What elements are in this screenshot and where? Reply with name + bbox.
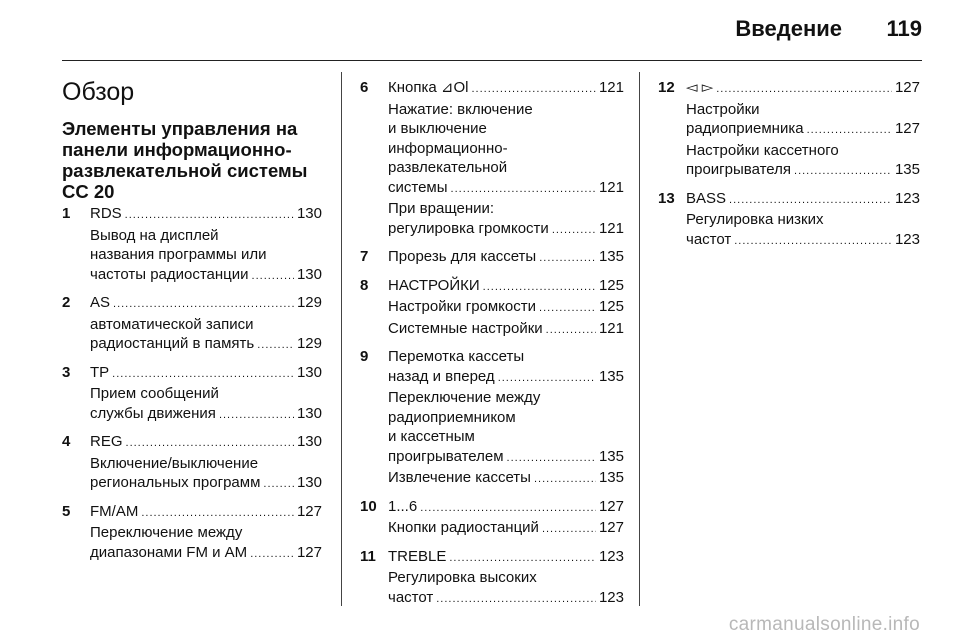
entry-number: 6	[360, 79, 369, 96]
entry-line	[388, 408, 624, 428]
entry-line	[90, 265, 322, 287]
entry-text: Настройки	[686, 100, 760, 118]
page-reference: 123	[598, 547, 624, 565]
index-entry	[62, 293, 322, 356]
entry-number: 4	[62, 433, 71, 450]
page-reference: 135	[598, 248, 624, 265]
index-entry	[360, 497, 624, 540]
entry-text: Регулировка низких	[686, 211, 824, 228]
entry-line	[90, 334, 322, 356]
index-entry	[360, 347, 624, 490]
dot-leader	[219, 406, 294, 426]
entry-line	[90, 293, 322, 315]
index-entry	[360, 547, 624, 610]
page-reference: 123	[894, 189, 920, 207]
page-reference: 127	[598, 519, 624, 536]
index-entry	[360, 276, 624, 341]
entry-line	[90, 204, 322, 226]
entry-number: 5	[62, 502, 71, 520]
entry-text: Настройки кассетного	[686, 141, 839, 159]
entry-line	[388, 139, 624, 159]
header-title: Введение	[735, 16, 842, 41]
entry-line	[388, 547, 624, 569]
entry-line	[686, 141, 920, 161]
page-reference: 127	[598, 497, 624, 515]
index-entry	[62, 502, 322, 565]
column-2	[360, 78, 624, 616]
entry-text: Включение/выключение	[90, 454, 259, 472]
page-reference: 129	[296, 335, 322, 352]
entry-text: Прорезь для кассеты	[388, 248, 537, 265]
dot-leader	[483, 278, 596, 298]
page-header	[0, 0, 960, 62]
entry-line	[90, 363, 322, 385]
dot-leader	[729, 191, 892, 211]
entry-line	[388, 247, 624, 269]
header-rule	[62, 60, 922, 61]
page-reference: 123	[894, 230, 920, 248]
dot-leader	[471, 80, 596, 100]
entry-line	[388, 297, 624, 319]
dot-leader	[451, 180, 596, 200]
dot-leader	[807, 121, 892, 141]
entry-number: 11	[360, 547, 376, 565]
dot-leader	[113, 295, 294, 315]
entry-text: проигрывателя	[686, 161, 792, 178]
entry-line	[90, 432, 322, 454]
dot-leader	[734, 232, 892, 252]
entry-text: НАСТРОЙКИ	[388, 276, 480, 294]
dot-leader	[507, 449, 596, 469]
index-entry	[360, 78, 624, 240]
entry-text: Переключение между	[388, 389, 541, 406]
section-title: Обзор	[62, 78, 135, 106]
subsection-title: Элементы управления на панели информационно-развлекательной системы CC 20	[62, 118, 308, 202]
entry-text: региональных программ	[90, 474, 261, 491]
entry-text: 1...6	[388, 497, 418, 515]
column-divider	[341, 72, 342, 606]
page-number: 119	[886, 16, 922, 41]
entry-line	[388, 518, 624, 540]
page-reference: 130	[296, 474, 322, 491]
entry-line	[686, 189, 920, 211]
entry-line	[388, 219, 624, 241]
entry-text: службы движения	[90, 404, 216, 422]
entry-line	[388, 427, 624, 447]
entry-text: TREBLE	[388, 547, 447, 565]
page-reference: 130	[296, 404, 322, 422]
entry-line	[686, 119, 920, 141]
entry-number: 2	[62, 294, 71, 311]
page-reference: 125	[598, 276, 624, 294]
column-entries	[360, 78, 624, 609]
entry-text: Переключение между	[90, 524, 243, 541]
page-reference: 130	[296, 363, 322, 381]
entry-line	[90, 226, 322, 246]
dot-leader	[257, 336, 294, 356]
page-reference: 130	[296, 433, 322, 450]
dot-leader	[250, 545, 294, 565]
entry-line	[90, 502, 322, 524]
entry-line	[388, 347, 624, 367]
dot-leader	[125, 206, 294, 226]
dot-leader	[420, 499, 596, 519]
dot-leader	[542, 520, 596, 540]
entry-line	[388, 447, 624, 469]
entry-line	[388, 119, 624, 139]
dot-leader	[716, 80, 892, 100]
entry-line	[90, 543, 322, 565]
entry-text: радиостанций в память	[90, 335, 255, 352]
column-divider	[639, 72, 640, 606]
dot-leader	[436, 590, 596, 610]
entry-line	[90, 454, 322, 474]
page-reference: 125	[598, 298, 624, 315]
entry-text: и выключение	[388, 120, 487, 137]
dot-leader	[252, 267, 294, 287]
entry-line	[90, 523, 322, 543]
entry-text: Регулировка высоких	[388, 569, 537, 586]
entry-text: ◅ ▻	[686, 79, 714, 96]
dot-leader	[546, 321, 596, 341]
page-reference: 127	[296, 543, 322, 561]
watermark: carmanualsonline.info	[728, 614, 920, 635]
entry-text: Вывод на дисплей	[90, 226, 219, 244]
entry-line	[388, 367, 624, 389]
entry-line	[90, 315, 322, 335]
entry-number: 8	[360, 276, 369, 294]
entry-text: информационно-	[388, 139, 508, 157]
dot-leader	[552, 221, 596, 241]
index-entry	[62, 432, 322, 495]
page-reference: 135	[598, 367, 624, 385]
page-reference: 121	[598, 319, 624, 337]
entry-line	[388, 199, 624, 219]
entry-line	[388, 276, 624, 298]
entry-number: 3	[62, 363, 71, 381]
entry-line	[686, 230, 920, 252]
entry-line	[686, 160, 920, 182]
dot-leader	[126, 434, 294, 454]
entry-text: FM/AM	[90, 502, 139, 520]
dot-leader	[539, 299, 596, 319]
entry-number: 7	[360, 248, 369, 265]
entry-text: Извлечение кассеты	[388, 469, 531, 486]
column-1	[62, 78, 322, 571]
entry-line	[90, 384, 322, 404]
entry-text: и кассетным	[388, 428, 475, 445]
entry-number: 12	[658, 79, 675, 96]
entry-number: 13	[658, 189, 675, 207]
index-entry	[62, 363, 322, 426]
entry-text: AS	[90, 294, 111, 311]
entry-text: Системные настройки	[388, 319, 543, 337]
entry-line	[388, 319, 624, 341]
page-reference: 121	[598, 219, 624, 237]
entry-number: 10	[360, 497, 377, 515]
dot-leader	[112, 365, 294, 385]
entry-line	[90, 404, 322, 426]
entry-line	[388, 588, 624, 610]
column-entries	[658, 78, 920, 251]
entry-line	[388, 100, 624, 120]
dot-leader	[794, 162, 892, 182]
entry-line	[90, 473, 322, 495]
entry-line	[90, 245, 322, 265]
entry-line	[686, 78, 920, 100]
entry-text: BASS	[686, 189, 727, 207]
page-reference: 135	[894, 161, 920, 178]
page-reference: 135	[598, 447, 624, 465]
entry-text: частот	[388, 588, 434, 606]
index-entry	[62, 204, 322, 286]
page-reference: 129	[296, 294, 322, 311]
page-reference: 127	[894, 79, 920, 96]
entry-text: Кнопка ⊿Ol	[388, 79, 469, 96]
entry-line	[388, 158, 624, 178]
page-reference: 135	[598, 469, 624, 486]
entry-text: Настройки громкости	[388, 298, 537, 315]
entry-text: Нажатие: включение	[388, 100, 533, 118]
entry-text: Кнопки радиостанций	[388, 519, 539, 536]
column-3	[658, 78, 920, 258]
entry-text: системы	[388, 178, 448, 196]
entry-text: развлекательной	[388, 159, 508, 176]
dot-leader	[534, 470, 596, 490]
index-entry	[658, 189, 920, 252]
entry-line	[388, 178, 624, 200]
page-reference: 127	[894, 120, 920, 137]
entry-text: Прием сообщений	[90, 385, 219, 402]
dot-leader	[498, 369, 596, 389]
column-entries	[62, 204, 322, 564]
entry-text: REG	[90, 433, 123, 450]
entry-number: 1	[62, 205, 71, 222]
entry-text: назад и вперед	[388, 367, 495, 385]
page-reference: 121	[598, 79, 624, 96]
entry-line	[388, 568, 624, 588]
entry-text: Перемотка кассеты	[388, 348, 525, 365]
entry-text: TP	[90, 363, 110, 381]
entry-text: названия программы или	[90, 246, 267, 263]
entry-line	[686, 100, 920, 120]
entry-text: частоты радиостанции	[90, 265, 249, 283]
entry-text: автоматической записи	[90, 315, 254, 333]
entry-text: RDS	[90, 205, 122, 222]
dot-leader	[141, 504, 294, 524]
dot-leader	[449, 549, 596, 569]
entry-text: радиоприемника	[686, 120, 804, 137]
page-reference: 127	[296, 502, 322, 520]
entry-line	[686, 210, 920, 230]
entry-line	[388, 78, 624, 100]
entry-text: радиоприемником	[388, 408, 516, 426]
entry-text: При вращении:	[388, 200, 495, 217]
index-entry	[658, 78, 920, 182]
page-reference: 123	[598, 588, 624, 606]
entry-text: частот	[686, 230, 732, 248]
entry-line	[388, 468, 624, 490]
entry-line	[388, 497, 624, 519]
entry-text: проигрывателем	[388, 447, 504, 465]
entry-text: диапазонами FM и AM	[90, 543, 248, 561]
page-reference: 121	[598, 178, 624, 196]
dot-leader	[263, 475, 294, 495]
page-reference: 130	[296, 205, 322, 222]
entry-line	[388, 388, 624, 408]
entry-text: регулировка громкости	[388, 219, 549, 237]
page-reference: 130	[296, 265, 322, 283]
dot-leader	[539, 249, 596, 269]
index-entry	[360, 247, 624, 269]
entry-number: 9	[360, 348, 369, 365]
